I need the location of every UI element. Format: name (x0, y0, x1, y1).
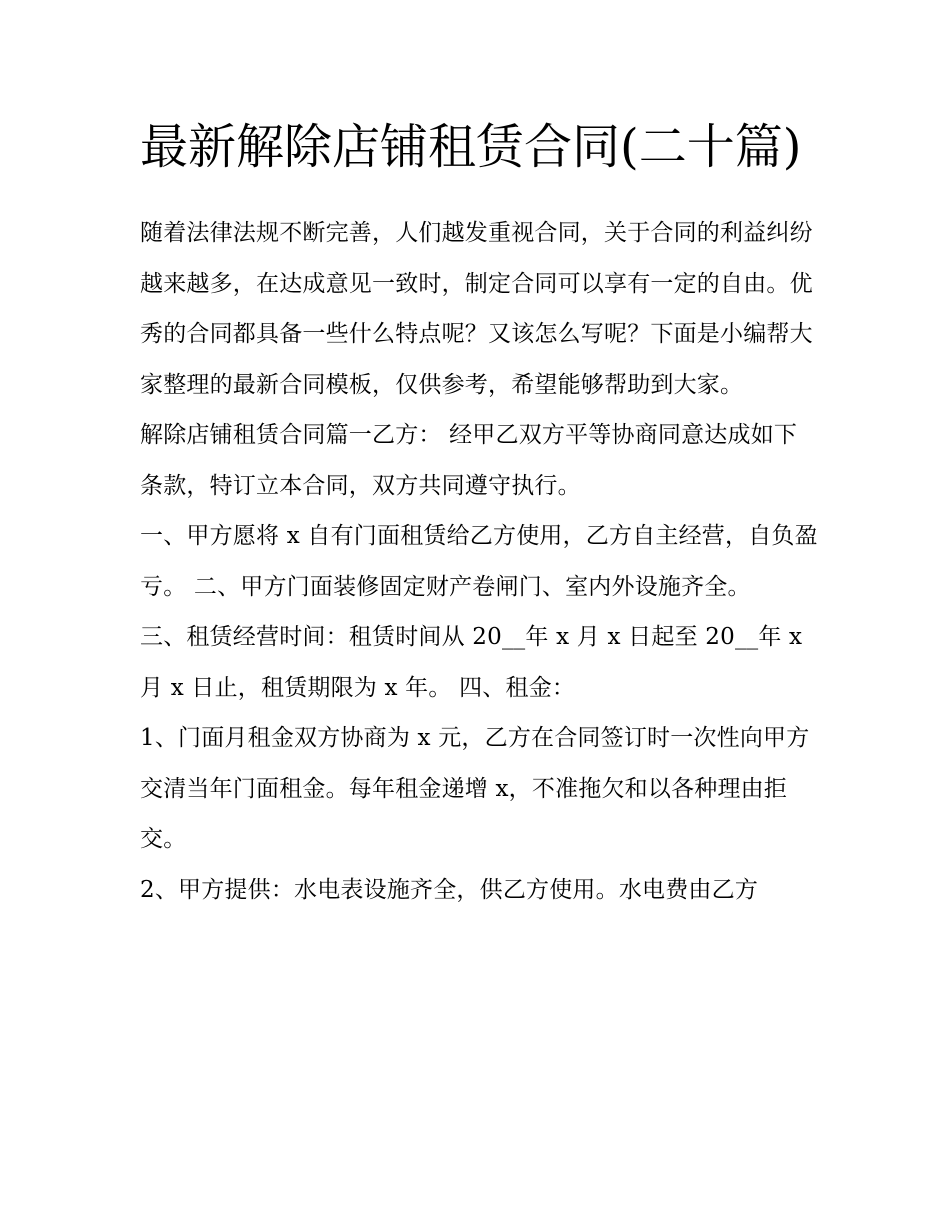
rent-item-1-paragraph: 1、门面月租金双方协商为 x 元，乙方在合同签订时一次性向甲方交清当年门面租金。每年租金递增 x，不准拖欠和以各种理由拒交。 (140, 725, 810, 852)
intro-paragraph: 随着法律法规不断完善，人们越发重视合同，关于合同的利益纠纷越来越多，在达成意见一致时，制定合同可以享有一定的自由。优秀的合同都具备一些什么特点呢？又该怎么写呢？下面是小编帮大家整理的最新合同模板，仅供参考，希望能够帮助到大家。 (140, 220, 813, 398)
document-body (140, 108, 820, 915)
clause-three-four-paragraph: 三、租赁经营时间：租赁时间从 20__年 x 月 x 日起至 20__年 x 月 x 日止，租赁期限为 x 年。 四、租金： (140, 624, 803, 701)
document-title: 最新解除店铺租赁合同(二十篇) (140, 119, 802, 175)
contract-preamble-paragraph: 解除店铺租赁合同篇一乙方： 经甲乙双方平等协商同意达成如下条款，特订立本合同，双方共同遵守执行。 (140, 422, 798, 499)
clause-one-two-paragraph: 一、甲方愿将 x 自有门面租赁给乙方使用，乙方自主经营，自负盈亏。 二、甲方门面装修固定财产卷闸门、室内外设施齐全。 (140, 523, 818, 600)
rent-item-2-paragraph: 2、甲方提供：水电表设施齐全，供乙方使用。水电费由乙方 (140, 876, 759, 903)
